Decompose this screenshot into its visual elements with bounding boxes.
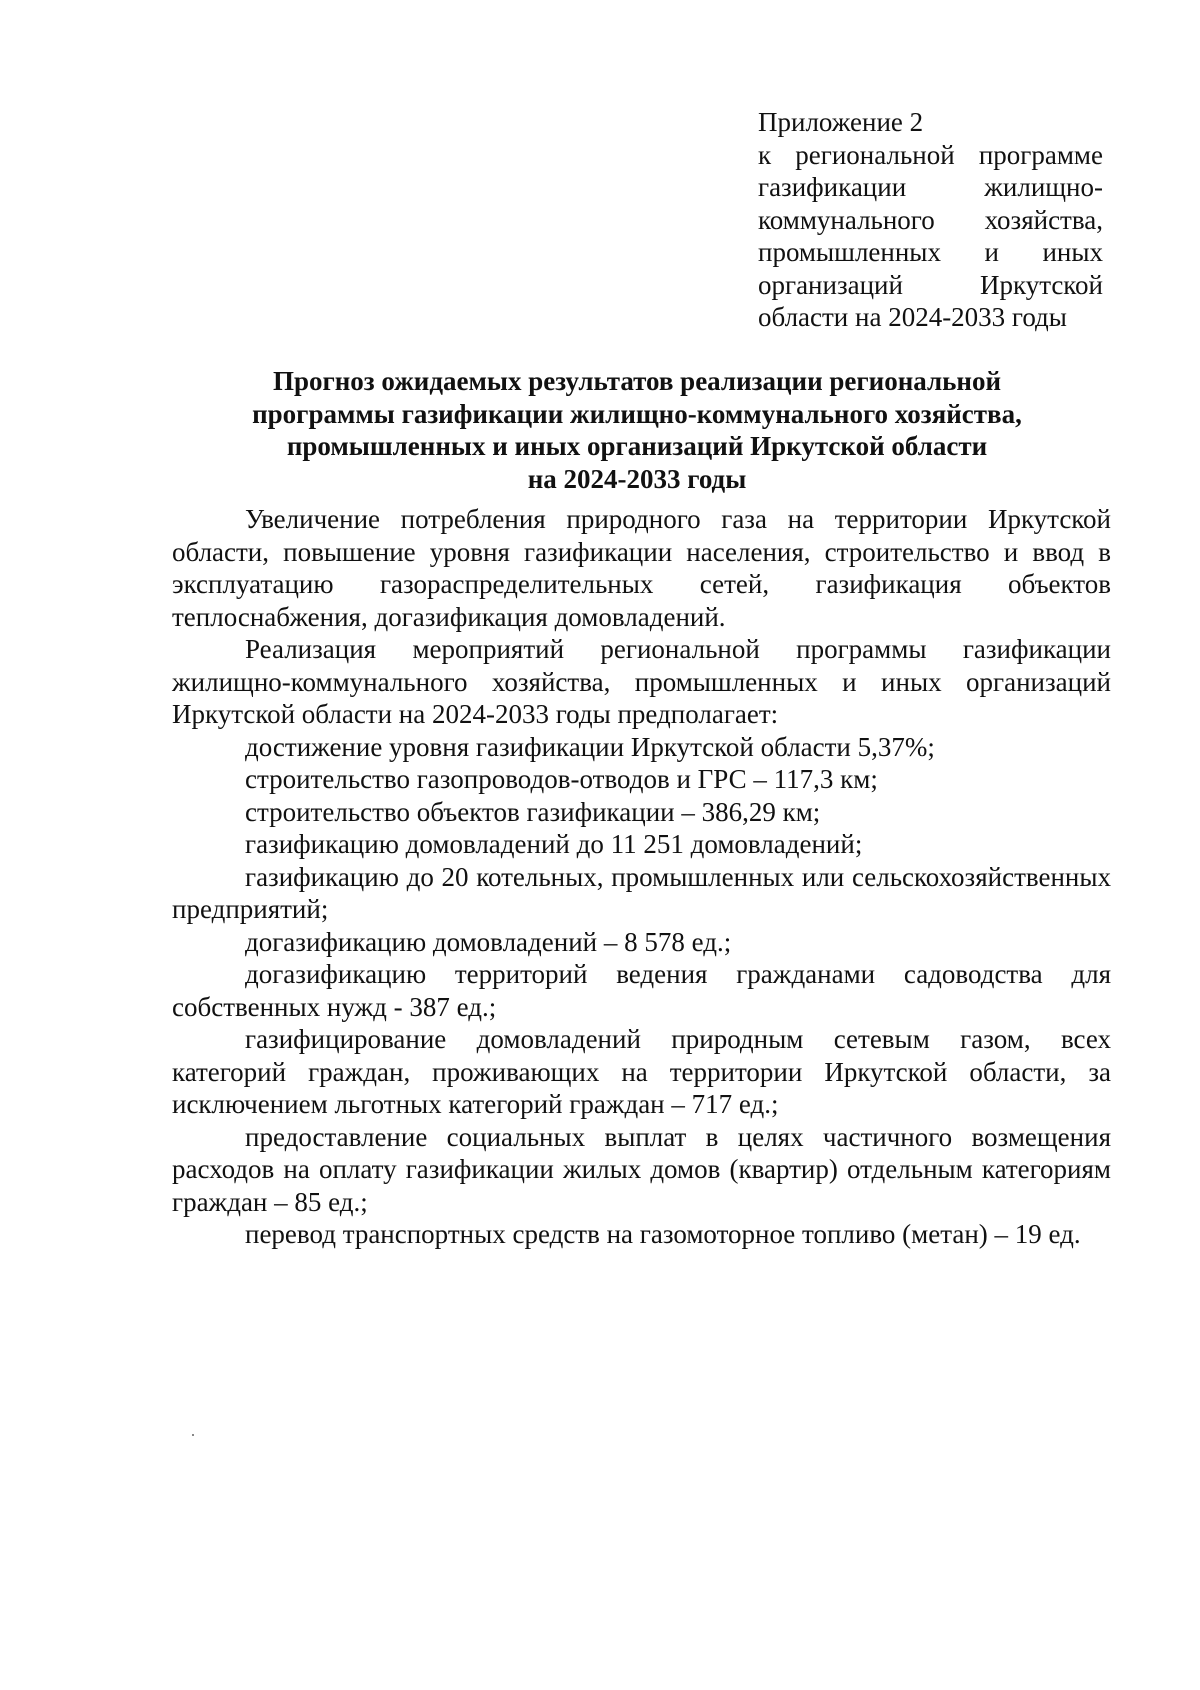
document-body (172, 503, 1111, 1251)
list-item-gardening-territories: догазификацию территорий ведения гражданами садоводства для собственных нужд - 387 ед.; (172, 959, 1111, 1022)
list-item-vehicle-conversion: перевод транспортных средств на газомоторное топливо (метан) – 19 ед. (245, 1219, 1081, 1249)
appendix-number: Приложение 2 (758, 107, 924, 137)
list-item-gasification-objects: строительство объектов газификации – 386,29 км; (245, 796, 821, 827)
paragraph-implementation: Реализация мероприятий региональной программы газификации жилищно-коммунального хозяйства, промышленных и иных организаций Иркутской области на 2024-2033 годы предполагает: (172, 634, 1111, 729)
title-line-1: Прогноз ожидаемых результатов реализации региональной (272, 366, 1002, 396)
title-line-3: промышленных и иных организаций Иркутской области (286, 431, 988, 461)
appendix-reference: к региональной программе газификации жилищно-коммунального хозяйства, промышленных и иных организаций Иркутской области на 2024-2033 годы (758, 139, 1103, 332)
list-item-pipelines-grs: строительство газопроводов-отводов и ГРС – 117,3 км; (245, 764, 878, 794)
list-item-additional-gasification: догазификацию домовладений – 8 578 ед.; (245, 926, 732, 957)
document-title (172, 365, 1102, 495)
title-line-4: на 2024-2033 годы (527, 463, 747, 494)
list-item-gasification-level: достижение уровня газификации Иркутской области 5,37%; (245, 731, 935, 762)
list-item-social-payments: предоставление социальных выплат в целях частичного возмещения расходов на оплату газификации жилых домов (квартир) отдельным категориям граждан – 85 ед.; (172, 1121, 1111, 1217)
list-item-network-gas-households: газифицирование домовладений природным сетевым газом, всех категорий граждан, проживающих на территории Иркутской области, за исключением льготных категорий граждан – 717 ед.; (172, 1024, 1111, 1119)
title-line-2: программы газификации жилищно-коммунального хозяйства, (252, 398, 1022, 429)
paragraph-intro: Увеличение потребления природного газа на территории Иркутской области, повышение уровня газификации населения, строительство и ввод в эксплуатацию газораспределительных сетей, газификация объектов теплоснабжения, догазификация домовладений. (172, 504, 1111, 632)
appendix-header (758, 106, 1103, 334)
list-item-boiler-houses: газификацию до 20 котельных, промышленных или сельскохозяйственных предприятий; (172, 861, 1111, 924)
list-item-households: газификацию домовладений до 11 251 домовладений; (245, 829, 863, 859)
scan-speck (192, 1434, 194, 1436)
